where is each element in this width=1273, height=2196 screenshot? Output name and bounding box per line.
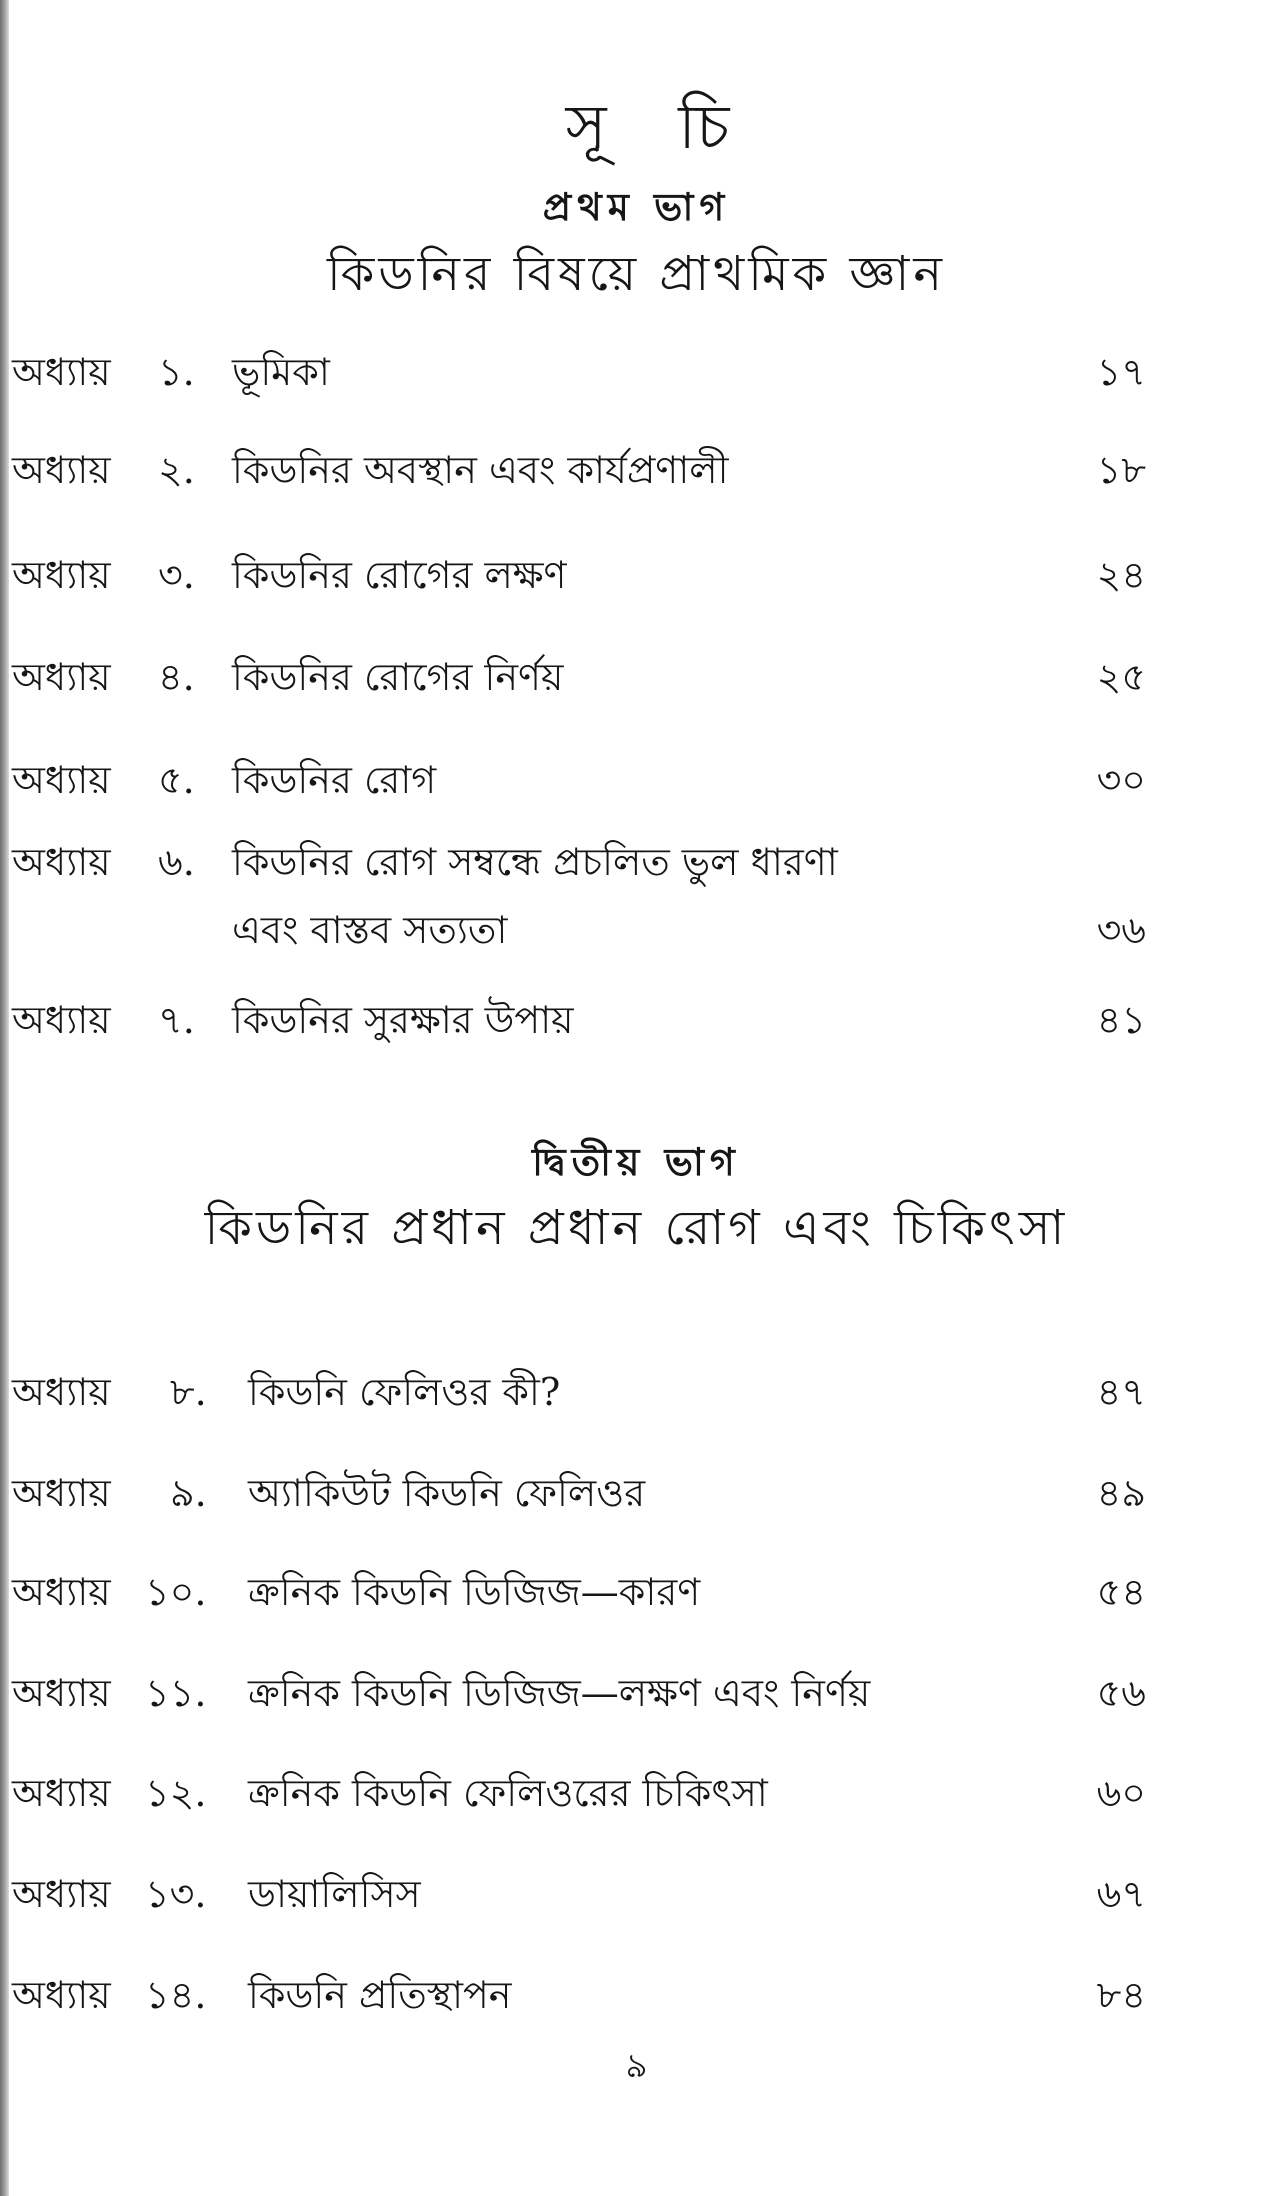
chapter-title: ডায়ালিসিস <box>248 1872 421 1916</box>
part-1-label: প্রথম ভাগ <box>542 184 731 229</box>
chapter-word: অধ্যায় <box>12 350 111 394</box>
toc-row[interactable] <box>0 440 1273 500</box>
page-number: ১৮ <box>1096 448 1146 492</box>
chapter-title: ভূমিকা <box>232 350 330 394</box>
chapter-number: ১. <box>158 350 195 394</box>
toc-row-continued[interactable] <box>0 900 1273 960</box>
toc-row[interactable] <box>0 342 1273 402</box>
chapter-number: ১০. <box>145 1570 207 1614</box>
chapter-number: ১৪. <box>145 1973 207 2017</box>
page-number: ৪১ <box>1096 998 1146 1042</box>
chapter-number: ১১. <box>145 1671 207 1715</box>
chapter-word: অধ্যায় <box>12 1973 111 2017</box>
page-number: ৮৪ <box>1096 1973 1146 2017</box>
chapter-word: অধ্যায় <box>12 1471 111 1515</box>
chapter-number: ৮. <box>170 1370 207 1414</box>
chapter-number: ২. <box>158 448 195 492</box>
page-number: ৩৬ <box>1096 908 1146 952</box>
page-number: ৬০ <box>1096 1771 1146 1815</box>
chapter-title: কিডনির রোগের লক্ষণ <box>232 553 567 597</box>
toc-row[interactable] <box>0 1663 1273 1723</box>
chapter-word: অধ্যায় <box>12 1370 111 1414</box>
chapter-title: ক্রনিক কিডনি ফেলিওরের চিকিৎসা <box>248 1771 768 1815</box>
page-number: ২৫ <box>1096 655 1146 699</box>
chapter-number: ৯. <box>170 1471 207 1515</box>
chapter-word: অধ্যায় <box>12 840 111 884</box>
chapter-number: ৬. <box>158 840 195 884</box>
page-number: ৫৬ <box>1096 1671 1146 1715</box>
chapter-word: অধ্যায় <box>12 1671 111 1715</box>
part-2-label: দ্বিতীয় ভাগ <box>532 1139 741 1184</box>
chapter-word: অধ্যায় <box>12 998 111 1042</box>
toc-row[interactable] <box>0 1763 1273 1823</box>
chapter-word: অধ্যায় <box>12 448 111 492</box>
toc-row[interactable] <box>0 1463 1273 1523</box>
chapter-title-continued: এবং বাস্তব সত্যতা <box>232 908 508 952</box>
chapter-word: অধ্যায় <box>12 1872 111 1916</box>
chapter-number: ১৩. <box>145 1872 207 1916</box>
chapter-word: অধ্যায় <box>12 553 111 597</box>
page-number: ২৪ <box>1096 553 1146 597</box>
toc-row[interactable] <box>0 832 1273 892</box>
toc-row[interactable] <box>0 1562 1273 1622</box>
chapter-number: ৪. <box>158 655 195 699</box>
chapter-title: কিডনি ফেলিওর কী? <box>248 1370 561 1414</box>
chapter-title: কিডনির সুরক্ষার উপায় <box>232 998 574 1042</box>
chapter-title: ক্রনিক কিডনি ডিজিজ—কারণ <box>248 1570 701 1614</box>
chapter-title: কিডনির অবস্থান এবং কার্যপ্রণালী <box>232 448 729 492</box>
chapter-word: অধ্যায় <box>12 655 111 699</box>
page-title: সূ চি <box>565 90 756 163</box>
chapter-number: ৭. <box>158 998 195 1042</box>
chapter-number: ১২. <box>145 1771 207 1815</box>
toc-row[interactable] <box>0 545 1273 605</box>
chapter-word: অধ্যায় <box>12 758 111 802</box>
page-number: ৪৯ <box>1096 1471 1146 1515</box>
toc-row[interactable] <box>0 1864 1273 1924</box>
page-number: ৬৭ <box>1096 1872 1146 1916</box>
chapter-title: কিডনির রোগ সম্বন্ধে প্রচলিত ভুল ধারণা <box>232 840 838 884</box>
toc-row[interactable] <box>0 1362 1273 1422</box>
chapter-word: অধ্যায় <box>12 1771 111 1815</box>
chapter-title: ক্রনিক কিডনি ডিজিজ—লক্ষণ এবং নির্ণয় <box>248 1671 871 1715</box>
chapter-number: ৩. <box>158 553 195 597</box>
page-number: ৫৪ <box>1096 1570 1146 1614</box>
page-number: ৪৭ <box>1096 1370 1146 1414</box>
page-number: ৩০ <box>1096 758 1146 802</box>
part-1-title: কিডনির বিষয়ে প্রাথমিক জ্ঞান <box>327 246 946 302</box>
part-2-title: কিডনির প্রধান প্রধান রোগ এবং চিকিৎসা <box>204 1200 1069 1256</box>
chapter-title: অ্যাকিউট কিডনি ফেলিওর <box>248 1471 646 1515</box>
chapter-word: অধ্যায় <box>12 1570 111 1614</box>
page-number: ১৭ <box>1096 350 1146 394</box>
toc-row[interactable] <box>0 1965 1273 2025</box>
toc-row[interactable] <box>0 990 1273 1050</box>
page-folio: ৯ <box>625 2046 648 2086</box>
chapter-title: কিডনির রোগের নির্ণয় <box>232 655 564 699</box>
chapter-title: কিডনি প্রতিস্থাপন <box>248 1973 512 2017</box>
toc-row[interactable] <box>0 750 1273 810</box>
chapter-title: কিডনির রোগ <box>232 758 437 802</box>
chapter-number: ৫. <box>158 758 195 802</box>
toc-row[interactable] <box>0 647 1273 707</box>
